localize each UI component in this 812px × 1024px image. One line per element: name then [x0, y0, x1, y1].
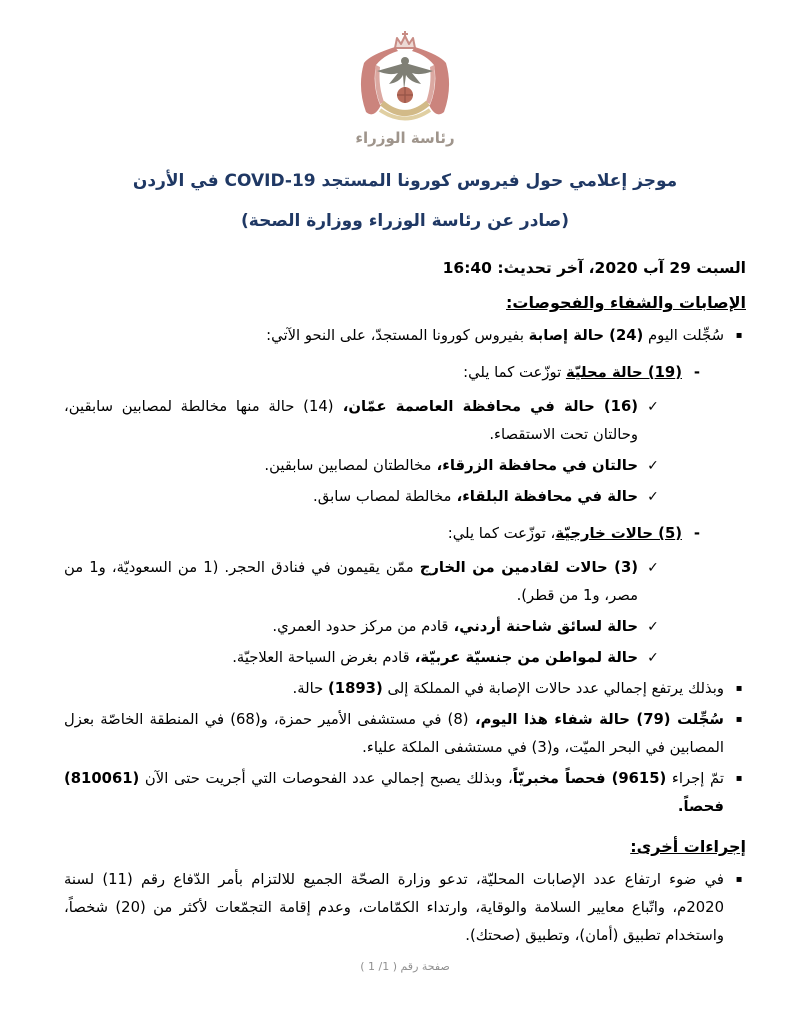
text-segment: مخالطة لمصاب سابق.	[313, 488, 452, 505]
jordan-coat-of-arms-icon	[340, 30, 470, 128]
check-bullet-icon: ✓	[647, 399, 659, 415]
list-item	[64, 554, 746, 610]
text-segment: (3) حالات لقادمين من الخارج	[419, 559, 638, 576]
text-segment: قادم بغرض السياحة العلاجيّة.	[232, 649, 410, 666]
list-item	[64, 452, 746, 480]
square-bullet-icon: ▪	[735, 714, 743, 725]
list-item-text	[64, 322, 724, 350]
list-item-text	[64, 359, 682, 387]
text-segment: (1893)	[328, 680, 383, 697]
list-item	[64, 322, 746, 350]
check-bullet-icon: ✓	[647, 458, 659, 474]
list-item	[64, 359, 746, 387]
text-segment: ، وبذلك يصبح إجمالي عدد الفحوصات التي أجريت حتى الآن	[139, 770, 513, 787]
list-item-text	[64, 393, 638, 449]
list-item-text	[64, 644, 638, 672]
list-item	[64, 675, 746, 703]
text-segment: مخالطتان لمصابين سابقين.	[264, 457, 432, 474]
text-segment: حالتان في محافظة الزرقاء،	[431, 457, 638, 474]
list-item-text	[64, 613, 638, 641]
list-item-text	[64, 765, 724, 821]
dash-bullet-icon: -	[693, 364, 701, 381]
list-item-text	[64, 675, 724, 703]
list-item-text	[64, 866, 724, 950]
square-bullet-icon: ▪	[735, 683, 743, 694]
text-segment: حالة لمواطن من جنسيّة عربيّة،	[409, 649, 638, 666]
list-item-text	[64, 554, 638, 610]
list-item-text	[64, 483, 638, 511]
text-segment: (8) في مستشفى الأمير حمزة، و(68) في المنطقة الخاصّة بعزل المصابين في البحر الميّت، و(3) في مستشفى الملكة علياء.	[64, 711, 724, 756]
title-line-2: (صادر عن رئاسة الوزراء ووزارة الصحة)	[241, 211, 569, 231]
text-segment: (24) حالة إصابة	[528, 327, 644, 344]
square-bullet-icon: ▪	[735, 773, 743, 784]
square-bullet-icon: ▪	[735, 874, 743, 885]
list-item	[64, 706, 746, 762]
check-bullet-icon: ✓	[647, 560, 659, 576]
check-bullet-icon: ✓	[647, 619, 659, 635]
date-line: السبت 29 آب 2020، آخر تحديث: 16:40	[442, 259, 746, 277]
text-segment: تمّ إجراء	[666, 770, 724, 787]
list-item	[64, 613, 746, 641]
text-segment: قادم من مركز حدود العمري.	[272, 618, 449, 635]
check-bullet-icon: ✓	[647, 650, 659, 666]
list-item	[64, 644, 746, 672]
section-heading: إجراءات أخرى:	[630, 837, 746, 856]
text-segment: توزّعت كما يلي:	[463, 364, 566, 381]
text-segment: حالة في محافظة البلقاء،	[451, 488, 638, 505]
text-segment: في ضوء ارتفاع عدد الإصابات المحليّة، تدعو وزارة الصحّة الجميع للالتزام بأمر الدّفاع رقم (11) لسنة 2020م، واتّباع معايير السلامة والوقاية، وارتداء الكمّامات، وعدم إقامة التجمّعات لأكثر من (20) شخصاً، واستخدام تطبيق (أمان)، وتطبيق (صحتك).	[64, 871, 724, 944]
check-bullet-icon: ✓	[647, 489, 659, 505]
page-number: صفحة رقم ( 1/ 1 )	[360, 960, 450, 973]
text-segment: وبذلك يرتفع إجمالي عدد حالات الإصابة في المملكة إلى	[382, 680, 724, 697]
list-item	[64, 393, 746, 449]
text-segment: بفيروس كورونا المستجدّ، على النحو الآتي:	[266, 327, 529, 344]
text-segment: (5) حالات خارجيّة	[555, 525, 682, 542]
document-title	[64, 161, 746, 241]
list-item-text	[64, 452, 638, 480]
dash-bullet-icon: -	[693, 525, 701, 542]
document-body	[64, 293, 746, 950]
list-item	[64, 765, 746, 821]
square-bullet-icon: ▪	[735, 330, 743, 341]
list-item	[64, 520, 746, 548]
text-segment: حالة لسائق شاحنة أردني،	[448, 618, 638, 635]
list-item	[64, 483, 746, 511]
text-segment: (14) حالة منها مخالطة لمصابين سابقين، وحالتان تحت الاستقصاء.	[64, 398, 638, 443]
text-segment: (9615) فحصاً مخبريّاً	[512, 770, 667, 787]
logo	[64, 30, 746, 147]
text-segment: سُجِّلت (79) حالة شفاء هذا اليوم،	[468, 711, 724, 728]
list-item	[64, 866, 746, 950]
section-heading: الإصابات والشفاء والفحوصات:	[506, 293, 746, 312]
text-segment: ممّن يقيمون في فنادق الحجر. (1 من السعوديّة، و1 من مصر، و1 من قطر).	[64, 559, 638, 604]
title-line-1: موجز إعلامي حول فيروس كورونا المستجد COVID-19 في الأردن	[132, 171, 678, 191]
text-segment: ، توزّعت كما يلي:	[447, 525, 556, 542]
text-segment: سُجِّلت اليوم	[643, 327, 724, 344]
text-segment: (810061) فحصاً.	[64, 770, 724, 815]
text-segment: حالة.	[292, 680, 329, 697]
text-segment: (16) حالة في محافظة العاصمة عمّان،	[333, 398, 639, 415]
text-segment: (19) حالة محليّة	[565, 364, 682, 381]
list-item-text	[64, 706, 724, 762]
logo-calligraphy: رئاسة الوزراء	[355, 129, 455, 147]
list-item-text	[64, 520, 682, 548]
